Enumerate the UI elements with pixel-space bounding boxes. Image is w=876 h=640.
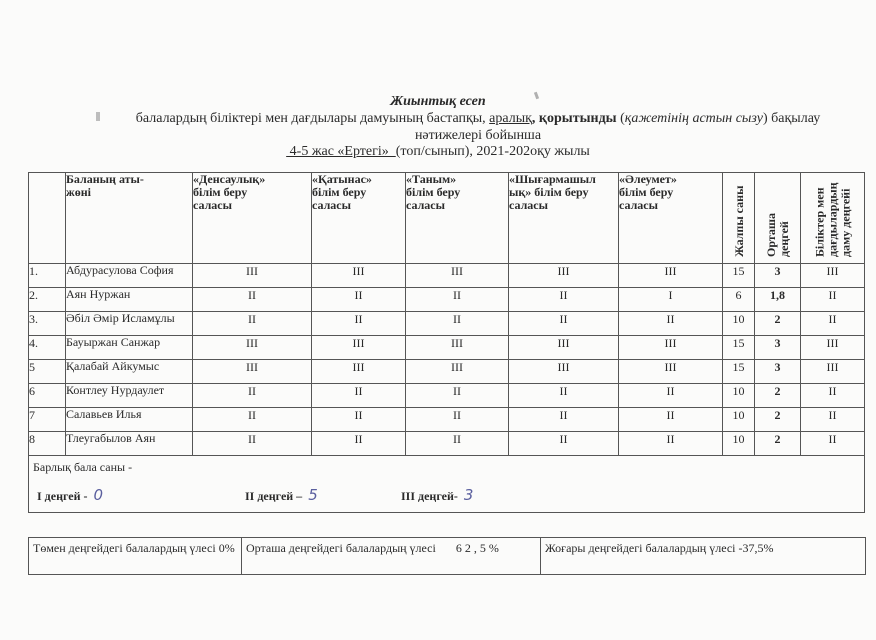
skill-level: II xyxy=(801,384,865,408)
total-score: 15 xyxy=(723,336,755,360)
creativity-level: III xyxy=(509,336,619,360)
average-level: 3 xyxy=(755,264,801,288)
health-level: II xyxy=(193,432,312,456)
table-row xyxy=(29,408,865,432)
group-name: 4-5 жас «Ертегі» xyxy=(286,144,396,159)
mid-share-value: 6 2 , 5 % xyxy=(455,541,499,555)
communication-level: II xyxy=(312,432,406,456)
skill-level: II xyxy=(801,288,865,312)
social-level: III xyxy=(619,360,723,384)
child-name: Аян Нуржан xyxy=(66,288,193,312)
total-score: 6 xyxy=(723,288,755,312)
total-score: 10 xyxy=(723,312,755,336)
table-row xyxy=(29,432,865,456)
child-name: Әбіл Әмір Исламұлы xyxy=(66,312,193,336)
social-level: II xyxy=(619,312,723,336)
creativity-level: II xyxy=(509,408,619,432)
social-level: II xyxy=(619,384,723,408)
cognition-level: II xyxy=(406,408,509,432)
subtitle-final: , қорытынды xyxy=(531,111,617,126)
health-level: III xyxy=(193,264,312,288)
average-level: 1,8 xyxy=(755,288,801,312)
header-communication: «Қатынас» білім беру саласы xyxy=(312,173,406,264)
table-row xyxy=(29,288,865,312)
cognition-level: II xyxy=(406,288,509,312)
level1-value: 0 xyxy=(93,486,104,504)
total-score: 10 xyxy=(723,384,755,408)
header-cognition: «Таным» білім беру саласы xyxy=(406,173,509,264)
social-level: I xyxy=(619,288,723,312)
average-level: 2 xyxy=(755,408,801,432)
total-score: 15 xyxy=(723,360,755,384)
skill-level: II xyxy=(801,312,865,336)
average-level: 3 xyxy=(755,336,801,360)
skill-level: III xyxy=(801,336,865,360)
subtitle-text-6: ) бақылау нәтижелері бойынша xyxy=(414,111,821,143)
cognition-level: III xyxy=(406,360,509,384)
high-share: Жоғары деңгейдегі балалардың үлесі -37,5% xyxy=(541,538,866,575)
cognition-level: II xyxy=(406,312,509,336)
scan-mark xyxy=(96,112,100,121)
communication-level: II xyxy=(312,384,406,408)
summary-row xyxy=(29,456,865,513)
creativity-level: II xyxy=(509,312,619,336)
cognition-level: III xyxy=(406,336,509,360)
level3-summary: ІІІ деңгей- 3 xyxy=(401,486,474,504)
average-level: 2 xyxy=(755,384,801,408)
communication-level: III xyxy=(312,360,406,384)
table-row xyxy=(29,264,865,288)
summary-cell xyxy=(29,456,865,513)
child-name: Қалабай Айкумыс xyxy=(66,360,193,384)
skill-level: III xyxy=(801,264,865,288)
creativity-level: II xyxy=(509,288,619,312)
header-number xyxy=(29,173,66,264)
low-share: Төмен деңгейдегі балалардың үлесі 0% xyxy=(29,538,242,575)
header-health: «Денсаулық» білім беру саласы xyxy=(193,173,312,264)
level3-value: 3 xyxy=(463,486,474,504)
communication-level: III xyxy=(312,264,406,288)
cognition-level: II xyxy=(406,432,509,456)
skill-level: II xyxy=(801,408,865,432)
results-table xyxy=(28,172,865,513)
table-row xyxy=(29,384,865,408)
cognition-level: II xyxy=(406,384,509,408)
child-name: Салавьев Илья xyxy=(66,408,193,432)
group-line xyxy=(0,144,876,160)
table-row xyxy=(29,312,865,336)
health-level: II xyxy=(193,312,312,336)
row-number: 6 xyxy=(29,384,66,408)
row-number: 7 xyxy=(29,408,66,432)
average-level: 2 xyxy=(755,432,801,456)
social-level: III xyxy=(619,336,723,360)
report-subtitle xyxy=(108,110,848,144)
subtitle-interim: аралық xyxy=(489,111,532,126)
level2-value: 5 xyxy=(308,486,318,504)
table-header-row xyxy=(29,173,865,264)
header-total: Жалпы саны xyxy=(723,173,755,264)
skill-level: III xyxy=(801,360,865,384)
header-social: «Әлеумет» білім беру саласы xyxy=(619,173,723,264)
header-skill-level: Біліктер мен дағдылардың даму деңгейі xyxy=(801,173,865,264)
subtitle-text-1: балалардың біліктері мен дағдылары дамуының бастапқы, xyxy=(135,111,490,126)
social-level: II xyxy=(619,408,723,432)
health-level: II xyxy=(193,408,312,432)
row-number: 1. xyxy=(29,264,66,288)
social-level: III xyxy=(619,264,723,288)
creativity-level: II xyxy=(509,432,619,456)
row-number: 3. xyxy=(29,312,66,336)
row-number: 5 xyxy=(29,360,66,384)
level1-summary: І деңгей - 0 xyxy=(37,486,104,504)
child-name: Бауыржан Санжар xyxy=(66,336,193,360)
header-average: Орташа деңгей xyxy=(755,173,801,264)
creativity-level: III xyxy=(509,360,619,384)
cognition-level: III xyxy=(406,264,509,288)
average-level: 3 xyxy=(755,360,801,384)
total-score: 15 xyxy=(723,264,755,288)
child-name: Абдурасулова София xyxy=(66,264,193,288)
average-level: 2 xyxy=(755,312,801,336)
communication-level: II xyxy=(312,408,406,432)
creativity-level: III xyxy=(509,264,619,288)
health-level: II xyxy=(193,384,312,408)
child-name: Контлеу Нурдаулет xyxy=(66,384,193,408)
report-title: Жиынтық есеп xyxy=(390,94,486,109)
health-level: III xyxy=(193,336,312,360)
shares-table xyxy=(28,537,866,575)
header-name: Баланың аты- жөні xyxy=(66,173,193,264)
header-creativity: «Шығармашыл ық» білім беру саласы xyxy=(509,173,619,264)
total-score: 10 xyxy=(723,408,755,432)
table-row xyxy=(29,336,865,360)
child-name: Тлеугабылов Аян xyxy=(66,432,193,456)
table-row xyxy=(29,360,865,384)
subtitle-text-4: ( xyxy=(616,111,625,126)
group-year: (топ/сынып), 2021-202оқу жылы xyxy=(395,144,590,159)
skill-level: II xyxy=(801,432,865,456)
total-children-label: Барлық бала саны - xyxy=(33,460,133,474)
creativity-level: II xyxy=(509,384,619,408)
level2-summary: ІІ деңгей – 5 xyxy=(245,486,318,504)
communication-level: II xyxy=(312,312,406,336)
communication-level: II xyxy=(312,288,406,312)
health-level: II xyxy=(193,288,312,312)
social-level: II xyxy=(619,432,723,456)
row-number: 2. xyxy=(29,288,66,312)
total-score: 10 xyxy=(723,432,755,456)
row-number: 4. xyxy=(29,336,66,360)
health-level: III xyxy=(193,360,312,384)
mid-share: Орташа деңгейдегі балалардың үлесі 6 2 , 5 % xyxy=(242,538,541,575)
subtitle-note: қажетінің астын сызу xyxy=(624,111,763,126)
communication-level: III xyxy=(312,336,406,360)
row-number: 8 xyxy=(29,432,66,456)
